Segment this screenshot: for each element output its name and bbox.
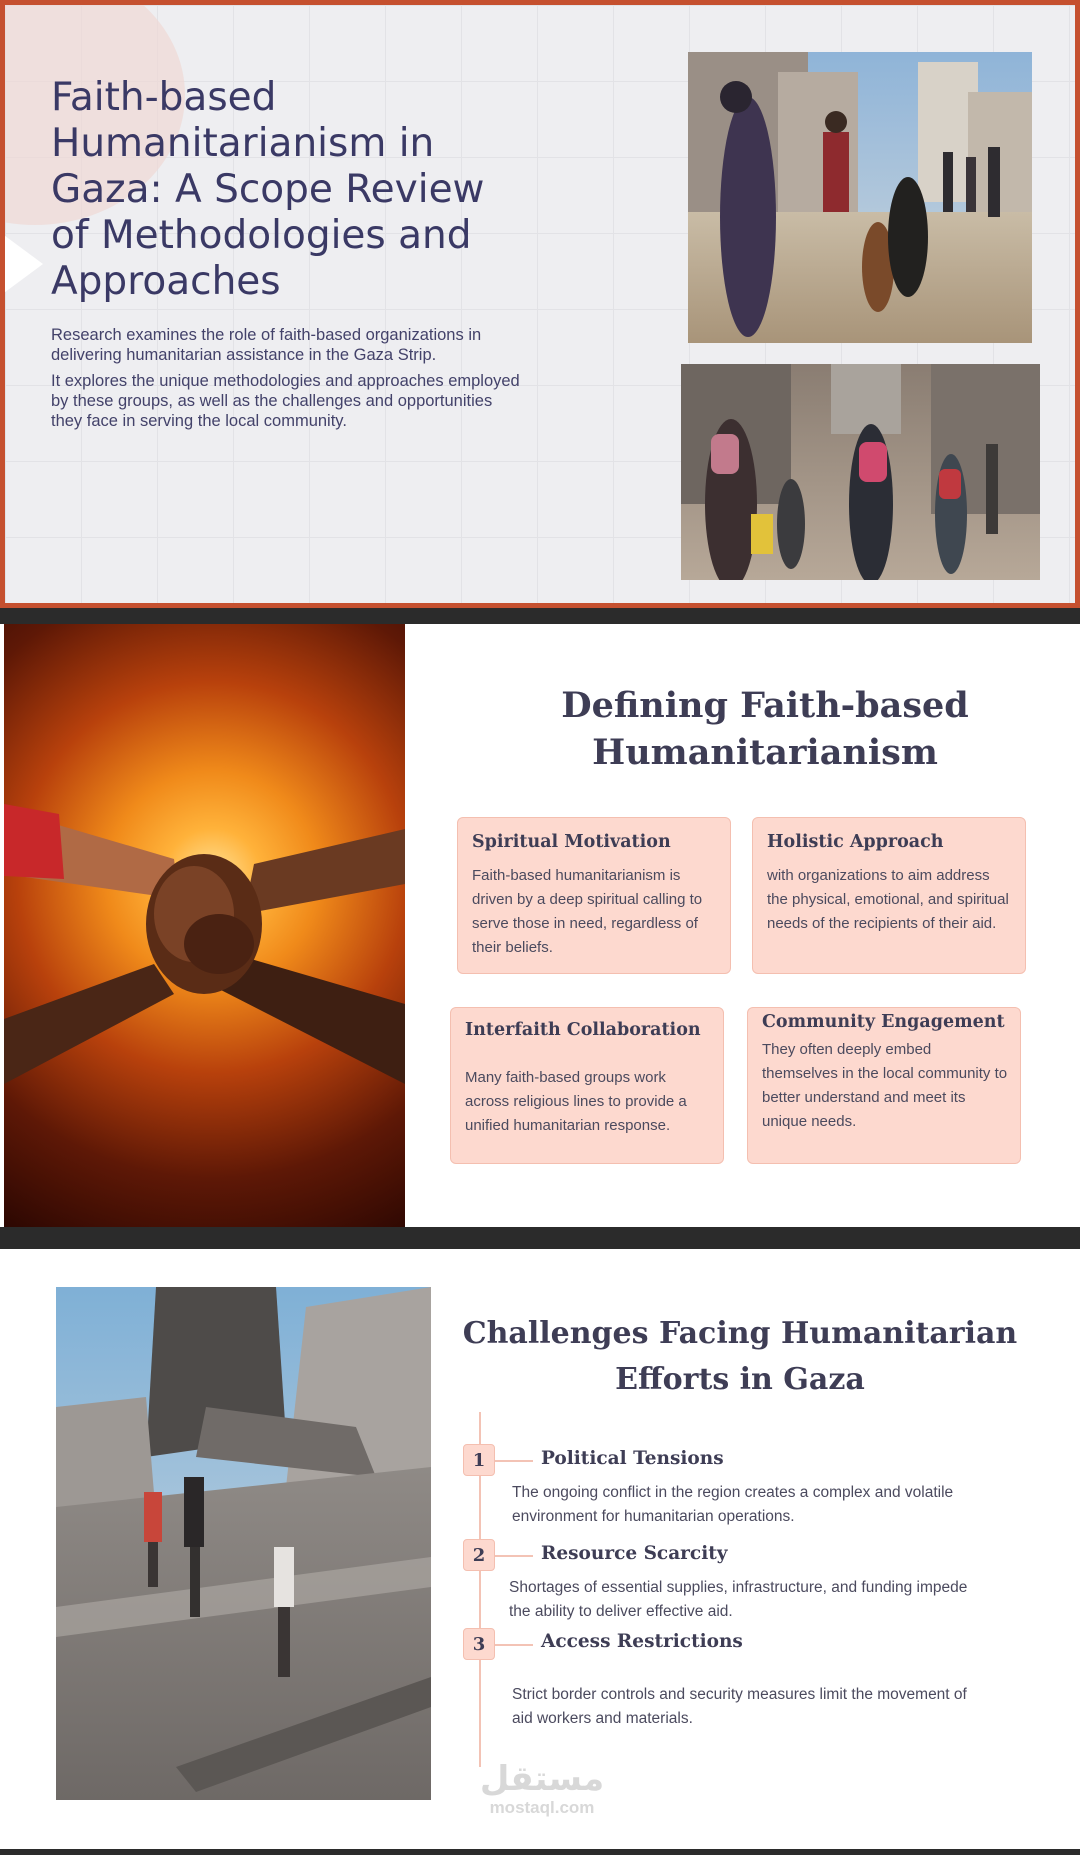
intro-paragraph: Research examines the role of faith-based organizations in delivering humanitarian assistance in the Gaza Strip. [51, 326, 482, 364]
slide-title: Faith-based Humanitarianism in Gaza: A Scope Review of Methodologies and Approaches [51, 75, 485, 304]
card-community-engagement [747, 1007, 1021, 1164]
challenge-title-access: Access Restrictions [541, 1631, 743, 1652]
photo-children-walking-rubble [681, 364, 1040, 580]
card-title: Interfaith Collaboration [465, 1020, 701, 1040]
watermark-latin: mostaql.com [489, 1798, 595, 1817]
timeline-connector [495, 1555, 533, 1557]
card-spiritual-motivation [457, 817, 731, 974]
challenges-title: Challenges Facing Humanitarian Efforts in Gaza [462, 1316, 1018, 1397]
photo-family-walking-street [688, 52, 1032, 343]
card-holistic-approach [752, 817, 1026, 974]
mostaql-watermark [472, 1759, 612, 1817]
card-text: with organizations to aim address the physical, emotional, and spiritual needs of the recipients of their aid. [767, 867, 1009, 932]
challenge-text-political: The ongoing conflict in the region creates a complex and volatile environment for humanitarian operations. [512, 1484, 954, 1525]
challenge-text-resources: Shortages of essential supplies, infrastructure, and funding impede the ability to deliver effective aid. [509, 1579, 968, 1620]
step-number-badge: 3 [463, 1628, 495, 1660]
decorative-arrow [5, 230, 43, 298]
timeline-connector [495, 1460, 533, 1462]
card-text: They often deeply embed themselves in the local community to better understand and meet its unique needs. [762, 1041, 1008, 1130]
card-interfaith-collaboration [450, 1007, 724, 1164]
card-title: Holistic Approach [767, 832, 944, 852]
card-title: Community Engagement [762, 1012, 1005, 1032]
photo-destroyed-buildings [56, 1287, 431, 1800]
title-slide-background [5, 5, 1075, 603]
scope-paragraph: It explores the unique methodologies and approaches employed by these groups, as well as the challenges and opportunities they face in serving the local community. [51, 372, 520, 430]
challenge-text-access: Strict border controls and security measures limit the movement of aid workers and materials. [512, 1686, 967, 1727]
card-title: Spiritual Motivation [472, 832, 671, 852]
definition-title: Defining Faith-based Humanitarianism [561, 685, 969, 773]
card-text: Faith-based humanitarianism is driven by a deep spiritual calling to serve those in need, regardless of their beliefs. [472, 867, 703, 956]
challenges-slide [0, 1249, 1080, 1849]
card-text: Many faith-based groups work across religious lines to provide a unified humanitarian response. [465, 1069, 687, 1134]
challenge-title-resources: Resource Scarcity [541, 1543, 728, 1564]
definition-slide [0, 624, 1080, 1227]
timeline-connector [495, 1644, 533, 1646]
watermark-arabic: مستقل [479, 1759, 605, 1799]
photo-clasped-hands-sunburst [4, 624, 405, 1227]
challenge-title-political: Political Tensions [541, 1448, 724, 1469]
step-number-badge: 2 [463, 1539, 495, 1571]
title-slide [0, 0, 1080, 608]
step-number-badge: 1 [463, 1444, 495, 1476]
